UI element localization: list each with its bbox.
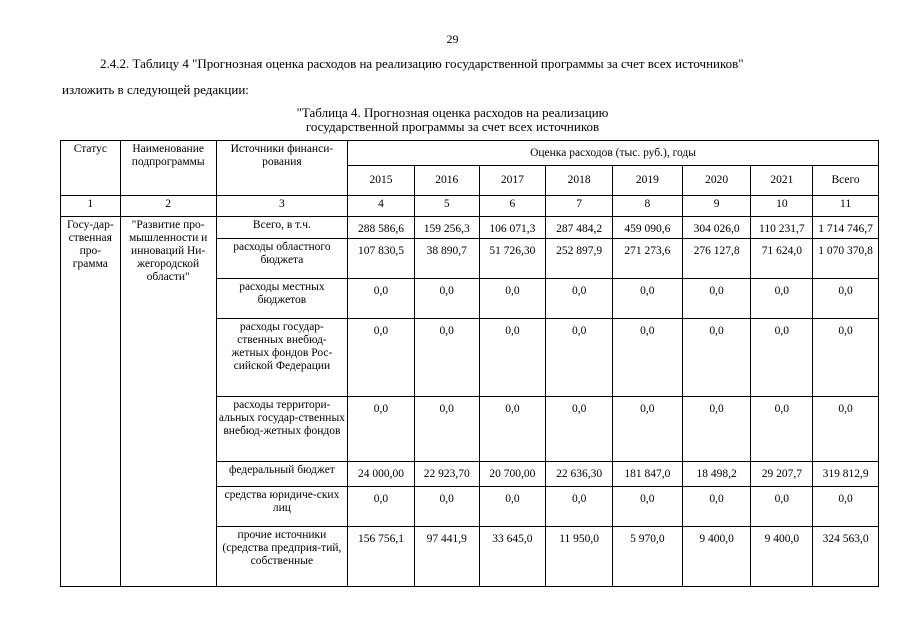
value-cell: 0,0 xyxy=(751,279,813,319)
value-cell: 0,0 xyxy=(813,397,879,462)
value-cell: 459 090,6 xyxy=(612,217,682,239)
page-number: 29 xyxy=(446,32,459,46)
value-cell: 0,0 xyxy=(414,319,479,397)
value-cell: 0,0 xyxy=(813,319,879,397)
value-cell: 0,0 xyxy=(612,279,682,319)
value-cell: 288 586,6 xyxy=(348,217,415,239)
value-cell: 1 070 370,8 xyxy=(813,239,879,279)
value-cell: 1 714 746,7 xyxy=(813,217,879,239)
value-cell: 0,0 xyxy=(612,397,682,462)
value-cell: 0,0 xyxy=(348,279,415,319)
column-index-cell: 8 xyxy=(612,196,682,217)
value-cell: 71 624,0 xyxy=(751,239,813,279)
header-status: Статус xyxy=(61,141,121,196)
value-cell: 5 970,0 xyxy=(612,527,682,587)
header-estimate: Оценка расходов (тыс. руб.), годы xyxy=(348,141,879,166)
value-cell: 0,0 xyxy=(751,487,813,527)
caption-line-1: "Таблица 4. Прогнозная оценка расходов на реализацию xyxy=(296,105,609,120)
header-year: 2017 xyxy=(479,166,546,196)
caption-line-2: государственной программы за счет всех источников xyxy=(305,119,600,134)
column-index-cell: 10 xyxy=(751,196,813,217)
value-cell: 22 636,30 xyxy=(546,462,613,487)
value-cell: 33 645,0 xyxy=(479,527,546,587)
source-cell: расходы местных бюджетов xyxy=(216,279,347,319)
value-cell: 156 756,1 xyxy=(348,527,415,587)
value-cell: 0,0 xyxy=(751,397,813,462)
value-cell: 159 256,3 xyxy=(414,217,479,239)
table-caption xyxy=(0,106,905,134)
value-cell: 18 498,2 xyxy=(682,462,751,487)
source-cell: федеральный бюджет xyxy=(216,462,347,487)
column-index-cell: 4 xyxy=(348,196,415,217)
value-cell: 0,0 xyxy=(682,487,751,527)
value-cell: 0,0 xyxy=(546,319,613,397)
value-cell: 22 923,70 xyxy=(414,462,479,487)
value-cell: 0,0 xyxy=(751,319,813,397)
column-index-cell: 9 xyxy=(682,196,751,217)
value-cell: 0,0 xyxy=(348,319,415,397)
header-year: Всего xyxy=(813,166,879,196)
value-cell: 0,0 xyxy=(479,319,546,397)
column-index-cell: 3 xyxy=(216,196,347,217)
value-cell: 0,0 xyxy=(813,487,879,527)
header-subprogram: Наименование подпрограммы xyxy=(120,141,216,196)
value-cell: 0,0 xyxy=(546,487,613,527)
value-cell: 0,0 xyxy=(546,397,613,462)
value-cell: 319 812,9 xyxy=(813,462,879,487)
value-cell: 0,0 xyxy=(348,487,415,527)
header-year: 2019 xyxy=(612,166,682,196)
header-year: 2021 xyxy=(751,166,813,196)
value-cell: 304 026,0 xyxy=(682,217,751,239)
value-cell: 0,0 xyxy=(612,487,682,527)
value-cell: 97 441,9 xyxy=(414,527,479,587)
value-cell: 106 071,3 xyxy=(479,217,546,239)
value-cell: 0,0 xyxy=(414,397,479,462)
source-cell: расходы государ-ственных внебюд-жетных фондов Рос-сийской Федерации xyxy=(216,319,347,397)
value-cell: 276 127,8 xyxy=(682,239,751,279)
value-cell: 0,0 xyxy=(479,487,546,527)
value-cell: 110 231,7 xyxy=(751,217,813,239)
value-cell: 181 847,0 xyxy=(612,462,682,487)
source-cell: расходы территори-альных государ-ственных внебюд-жетных фондов xyxy=(216,397,347,462)
header-year: 2015 xyxy=(348,166,415,196)
value-cell: 20 700,00 xyxy=(479,462,546,487)
value-cell: 252 897,9 xyxy=(546,239,613,279)
expenses-table xyxy=(60,140,879,587)
header-year: 2018 xyxy=(546,166,613,196)
value-cell: 0,0 xyxy=(682,279,751,319)
value-cell: 271 273,6 xyxy=(612,239,682,279)
value-cell: 9 400,0 xyxy=(751,527,813,587)
value-cell: 29 207,7 xyxy=(751,462,813,487)
value-cell: 9 400,0 xyxy=(682,527,751,587)
column-index-cell: 6 xyxy=(479,196,546,217)
intro-line-1: 2.4.2. Таблицу 4 "Прогнозная оценка расходов на реализацию государственной программы за счет всех источников" xyxy=(100,56,744,71)
intro-line-2: изложить в следующей редакции: xyxy=(62,82,249,97)
status-cell: Госу-дар-ственная про-грамма xyxy=(61,217,121,587)
value-cell: 51 726,30 xyxy=(479,239,546,279)
subprogram-cell: "Развитие про-мышленности и инноваций Ни-жегородской области" xyxy=(120,217,216,587)
value-cell: 24 000,00 xyxy=(348,462,415,487)
header-sources: Источники финанси-рования xyxy=(216,141,347,196)
source-cell: прочие источники (средства предприя-тий, собственные xyxy=(216,527,347,587)
value-cell: 38 890,7 xyxy=(414,239,479,279)
source-cell: Всего, в т.ч. xyxy=(216,217,347,239)
value-cell: 0,0 xyxy=(813,279,879,319)
header-year: 2020 xyxy=(682,166,751,196)
value-cell: 287 484,2 xyxy=(546,217,613,239)
value-cell: 0,0 xyxy=(682,319,751,397)
source-cell: расходы областного бюджета xyxy=(216,239,347,279)
column-index-cell: 5 xyxy=(414,196,479,217)
header-year: 2016 xyxy=(414,166,479,196)
value-cell: 0,0 xyxy=(348,397,415,462)
value-cell: 0,0 xyxy=(414,487,479,527)
value-cell: 0,0 xyxy=(479,279,546,319)
source-cell: средства юридиче-ских лиц xyxy=(216,487,347,527)
value-cell: 0,0 xyxy=(682,397,751,462)
value-cell: 107 830,5 xyxy=(348,239,415,279)
table-row xyxy=(61,217,879,239)
value-cell: 11 950,0 xyxy=(546,527,613,587)
value-cell: 0,0 xyxy=(546,279,613,319)
column-index-cell: 11 xyxy=(813,196,879,217)
value-cell: 0,0 xyxy=(414,279,479,319)
value-cell: 324 563,0 xyxy=(813,527,879,587)
column-index-cell: 7 xyxy=(546,196,613,217)
value-cell: 0,0 xyxy=(479,397,546,462)
column-index-cell: 2 xyxy=(120,196,216,217)
value-cell: 0,0 xyxy=(612,319,682,397)
column-index-cell: 1 xyxy=(61,196,121,217)
